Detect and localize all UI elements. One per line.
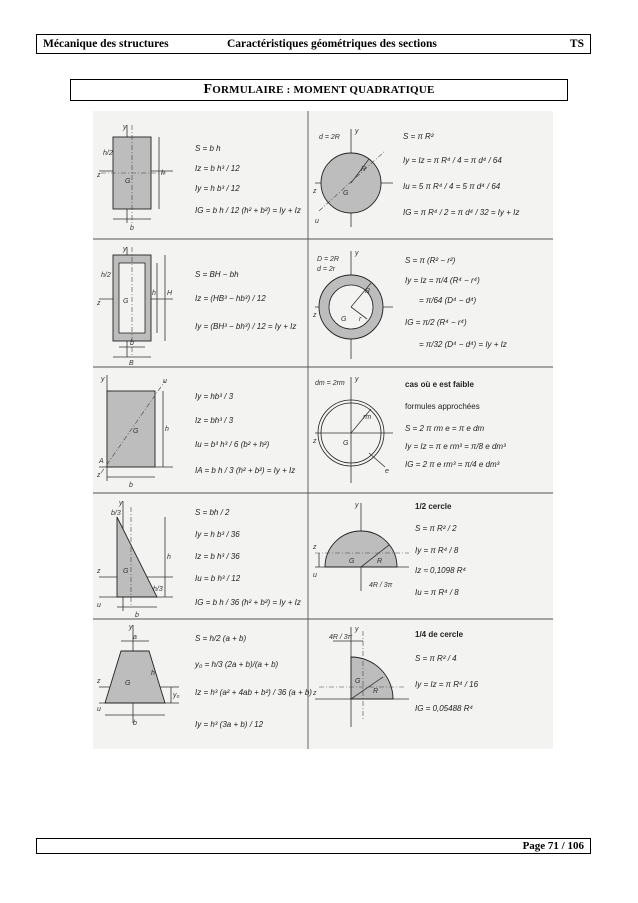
label-b: b (130, 225, 134, 232)
label-u: u (97, 706, 101, 713)
label-e: e (385, 468, 389, 475)
label-G: G (133, 428, 139, 435)
formula-line: Iz = (HB³ − hb³) / 12 (195, 294, 266, 303)
header-center: Caractéristiques géométriques des sections (227, 38, 437, 50)
formula-line: Iy = (BH³ − bh³) / 12 = Iy + Iz (195, 322, 297, 331)
label-b3: b/3 (111, 510, 121, 517)
document-title (70, 79, 568, 101)
label-h2: h/2 (101, 272, 111, 279)
label-z: z (97, 172, 101, 179)
formula-line: Iy = Iz = π/4 (R⁴ − r⁴) (405, 276, 480, 285)
rectangle-base-diagram (96, 375, 173, 489)
label-b: b (133, 720, 137, 727)
ring-diagram (312, 250, 393, 359)
label-y: y (355, 250, 359, 257)
cell-rectangle-base (96, 375, 295, 489)
formula-line: S = h/2 (a + b) (195, 634, 247, 643)
label-G: G (125, 178, 131, 185)
label-y: y (119, 500, 123, 507)
formula-line: Iy = h b³ / 12 (195, 184, 240, 193)
label-d: d = 2r (317, 266, 336, 273)
label-z: z (313, 312, 317, 319)
label-b: b (129, 482, 133, 489)
label-R: R (365, 288, 371, 295)
label-A: A (99, 458, 104, 465)
formula-line: S = π R² (403, 132, 434, 141)
label-b: b (135, 612, 139, 619)
label-z: z (97, 300, 101, 307)
label-G: G (123, 298, 129, 305)
rectangle-diagram (96, 124, 173, 232)
label-R: R (373, 688, 379, 695)
label-G: G (123, 568, 129, 575)
label-y: y (355, 502, 359, 509)
thin-ring-subheading: formules approchées (405, 402, 480, 411)
disk-diagram (312, 128, 393, 227)
quarter-disk-heading: 1/4 de cercle (415, 630, 464, 639)
formula-line: Iy = h b³ / 36 (195, 530, 240, 539)
cell-disk (312, 128, 519, 227)
header-left: Mécanique des structures (43, 38, 169, 50)
label-h: h (152, 290, 156, 297)
label-h: h (161, 170, 165, 177)
label-D: D = 2R (317, 256, 339, 263)
page-number: Page 71 / 106 (522, 840, 584, 852)
label-u: u (315, 218, 319, 225)
formula-line: S = bh / 2 (195, 508, 230, 517)
page-footer (36, 838, 591, 854)
label-z: z (97, 472, 101, 479)
label-d: d = 2R (319, 134, 340, 141)
thin-ring-diagram (312, 376, 393, 483)
quarter-disk-diagram (312, 626, 409, 727)
label-y: y (123, 124, 127, 131)
label-a: a (133, 634, 137, 641)
formula-line: Iz = b h³ / 12 (195, 164, 240, 173)
trapezoid-diagram (96, 624, 180, 727)
label-r: r (359, 316, 362, 323)
formula-line: Iy = Iz = π R⁴ / 16 (415, 680, 479, 689)
cell-quarter-disk (312, 626, 479, 727)
formula-line: S = BH − bh (195, 270, 239, 279)
formula-line: S = 2 π rm e = π e dm (405, 424, 485, 433)
label-R: R (377, 558, 383, 565)
hollow-rectangle-diagram (96, 246, 173, 367)
formula-line: IG = b h / 12 (h² + b²) = Iy + Iz (195, 206, 301, 215)
label-dm: dm = 2rm (315, 380, 345, 387)
formula-line: Iz = b h³ / 36 (195, 552, 240, 561)
formula-line: = π/64 (D⁴ − d⁴) (419, 296, 477, 305)
label-z: z (97, 678, 101, 685)
label-h3: h/3 (153, 586, 163, 593)
formula-line: Iy = π R⁴ / 8 (415, 546, 459, 555)
formula-line: Iu = 5 π R⁴ / 4 = 5 π d⁴ / 64 (403, 182, 501, 191)
label-G: G (125, 680, 131, 687)
formula-line: Iz = h³ (a² + 4ab + b²) / 36 (a + b) (195, 688, 312, 697)
formula-line: IA = b h / 3 (h² + b²) = Iy + Iz (195, 466, 296, 475)
label-y: y (123, 246, 127, 253)
label-distance: 4R / 3π (369, 582, 393, 589)
formula-line: Iz = bh³ / 3 (195, 416, 234, 425)
label-G: G (355, 678, 361, 685)
cell-ring (312, 250, 507, 359)
formula-line: IG = π R⁴ / 2 = π d⁴ / 32 = Iy + Iz (403, 208, 520, 217)
title-rest: ORMULAIRE : MOMENT QUADRATIQUE (212, 84, 435, 96)
formula-line: Iu = π R⁴ / 8 (415, 588, 459, 597)
label-G: G (341, 316, 347, 323)
half-disk-heading: 1/2 cercle (415, 502, 452, 511)
title-initial: F (203, 82, 213, 97)
label-y: y (355, 376, 359, 383)
formula-line: = π/32 (D⁴ − d⁴) = Iy + Iz (419, 340, 507, 349)
label-B: B (129, 360, 134, 367)
label-z: z (97, 568, 101, 575)
half-disk-diagram (312, 502, 409, 591)
label-rm: rm (363, 414, 372, 421)
cell-half-disk (312, 502, 467, 597)
formula-line: Iy = hb³ / 3 (195, 392, 234, 401)
label-G: G (343, 190, 349, 197)
formula-line: S = π R² / 4 (415, 654, 457, 663)
cell-triangle (96, 500, 301, 619)
formula-line: IG = b h / 36 (h² + b²) = Iy + Iz (195, 598, 301, 607)
label-y: y (101, 376, 105, 383)
label-z: z (313, 690, 317, 697)
label-u: u (313, 572, 317, 579)
label-G: G (343, 440, 349, 447)
cell-thin-ring (312, 376, 506, 483)
label-h: h (165, 426, 169, 433)
cell-trapezoid (96, 624, 312, 729)
label-h: h (151, 670, 155, 677)
cell-hollow-rectangle (96, 246, 296, 367)
label-y0: y₀ (173, 692, 180, 699)
label-R: R (361, 166, 367, 173)
label-u: u (163, 378, 167, 385)
formula-sheet (93, 111, 553, 749)
formula-grid (93, 111, 553, 749)
formula-line: IG = π/2 (R⁴ − r⁴) (405, 318, 467, 327)
formula-line: IG = 2 π e rm³ = π/4 e dm³ (405, 460, 500, 469)
label-H: H (167, 290, 173, 297)
page-header (36, 34, 591, 54)
formula-line: S = π (R² − r²) (405, 256, 456, 265)
label-b: b (130, 340, 134, 347)
formula-line: Iy = Iz = π R⁴ / 4 = π d⁴ / 64 (403, 156, 502, 165)
formula-line: Iy = h³ (3a + b) / 12 (195, 720, 264, 729)
label-y: y (129, 624, 133, 631)
formula-line: S = b h (195, 144, 221, 153)
formula-line: Iz ≈ 0,1098 R⁴ (415, 566, 466, 575)
label-y: y (355, 626, 359, 633)
triangle-diagram (96, 500, 173, 619)
label-u: u (97, 602, 101, 609)
header-right: TS (569, 38, 584, 50)
label-y: y (355, 128, 359, 135)
label-z: z (313, 188, 317, 195)
label-z: z (313, 544, 317, 551)
formula-line: Iu = b³ h³ / 6 (b² + h²) (195, 440, 270, 449)
formula-line: IG = 0,05488 R⁴ (415, 704, 473, 713)
cell-rectangle (96, 124, 301, 232)
formula-line: Iu = b h³ / 12 (195, 574, 241, 583)
formula-line: S = π R² / 2 (415, 524, 457, 533)
label-z: z (313, 438, 317, 445)
label-h2: h/2 (103, 150, 113, 157)
label-h: h (167, 554, 171, 561)
label-G: G (349, 558, 355, 565)
label-distance: 4R / 3π (329, 634, 353, 641)
formula-line: Iy = Iz = π e rm³ = π/8 e dm³ (405, 442, 506, 451)
formula-line: y₀ = h/3 (2a + b)/(a + b) (195, 660, 279, 669)
thin-ring-heading: cas où e est faible (405, 380, 474, 389)
